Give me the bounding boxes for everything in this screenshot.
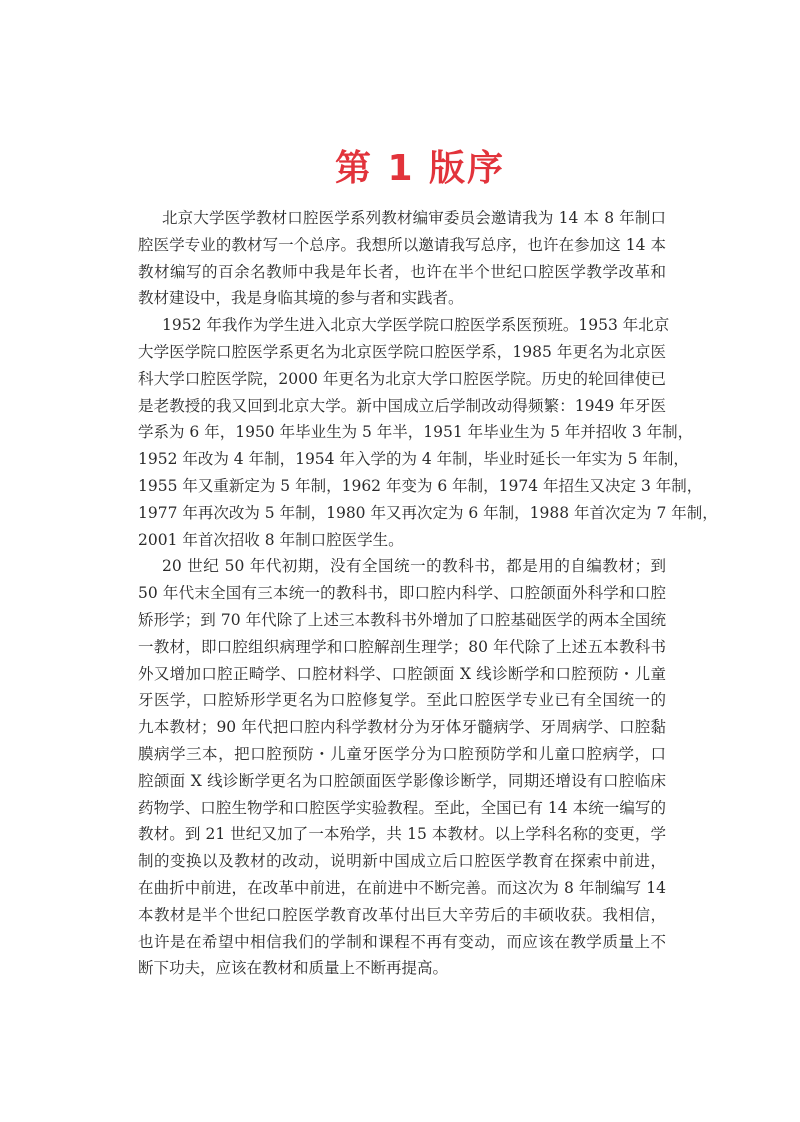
text-line: 20 世纪 50 年代初期，没有全国统一的教科书，都是用的自编教材；到 [162, 557, 666, 576]
text-line: 一教材，即口腔组织病理学和口腔解剖生理学；80 年代除了上述五本教科书 [138, 637, 666, 656]
text-line: 腔颌面 X 线诊断学更名为口腔颌面医学影像诊断学，同期还增设有口腔临床 [138, 771, 666, 790]
text-line: 1955 年又重新定为 5 年制，1962 年变为 6 年制，1974 年招生又决定 3 年制， [138, 476, 703, 495]
page-title: 第 1 版序 [334, 148, 506, 190]
text-line: 也许是在希望中相信我们的学制和课程不再有变动，而应该在教学质量上不 [138, 932, 666, 951]
preface-body [138, 205, 718, 982]
text-line: 制的变换以及教材的改动，说明新中国成立后口腔医学教育在探索中前进， [138, 852, 666, 871]
text-line: 1952 年改为 4 年制，1954 年入学的为 4 年制，毕业时延长一年实为 5 年制， [138, 450, 689, 469]
text-line: 大学医学院口腔医学系更名为北京医学院口腔医学系，1985 年更名为北京医 [138, 342, 666, 361]
text-line: 在曲折中前进，在改革中前进，在前进中不断完善。而这次为 8 年制编写 14 [138, 878, 666, 897]
text-line: 1977 年再次改为 5 年制，1980 年又再次定为 6 年制，1988 年首次定为 7 年制， [138, 503, 718, 522]
text-line: 学系为 6 年，1950 年毕业生为 5 年半，1951 年毕业生为 5 年并招收 3 年制， [138, 423, 694, 442]
text-line: 科大学口腔医学院，2000 年更名为北京大学口腔医学院。历史的轮回律使已 [138, 369, 666, 388]
text-line: 腔医学专业的教材写一个总序。我想所以邀请我写总序，也许在参加这 14 本 [138, 235, 666, 254]
text-line: 是老教授的我又回到北京大学。新中国成立后学制改动得频繁：1949 年牙医 [138, 396, 666, 415]
text-line: 1952 年我作为学生进入北京大学医学院口腔医学系医预班。1953 年北京 [162, 316, 670, 335]
text-line: 牙医学，口腔矫形学更名为口腔修复学。至此口腔医学专业已有全国统一的 [138, 691, 666, 710]
text-line: 教材。到 21 世纪又加了一本殆学，共 15 本教材。以上学科名称的变更，学 [138, 825, 666, 844]
paragraph-1 [138, 205, 666, 312]
text-line: 50 年代末全国有三本统一的教科书，即口腔内科学、口腔颌面外科学和口腔 [138, 584, 666, 603]
text-line: 矫形学；到 70 年代除了上述三本教科书外增加了口腔基础医学的两本全国统 [138, 610, 666, 629]
text-line: 教材编写的百余名教师中我是年长者，也许在半个世纪口腔医学教学改革和 [138, 262, 666, 281]
text-line: 外又增加口腔正畸学、口腔材料学、口腔颌面 X 线诊断学和口腔预防・儿童 [138, 664, 666, 683]
text-line: 教材建设中，我是身临其境的参与者和实践者。 [138, 289, 464, 308]
text-line: 膜病学三本，把口腔预防・儿童牙医学分为口腔预防学和儿童口腔病学，口 [138, 744, 666, 763]
text-line: 九本教材；90 年代把口腔内科学教材分为牙体牙髓病学、牙周病学、口腔黏 [138, 718, 666, 737]
paragraph-3 [138, 553, 666, 982]
text-line: 药物学、口腔生物学和口腔医学实验教程。至此，全国已有 14 本统一编写的 [138, 798, 666, 817]
text-line: 北京大学医学教材口腔医学系列教材编审委员会邀请我为 14 本 8 年制口 [162, 209, 666, 227]
text-line: 本教材是半个世纪口腔医学教育改革付出巨大辛劳后的丰硕收获。我相信， [138, 905, 666, 924]
paragraph-2 [138, 312, 718, 553]
text-line: 2001 年首次招收 8 年制口腔医学生。 [138, 530, 404, 549]
text-line: 断下功夫，应该在教材和质量上不断再提高。 [138, 959, 449, 978]
